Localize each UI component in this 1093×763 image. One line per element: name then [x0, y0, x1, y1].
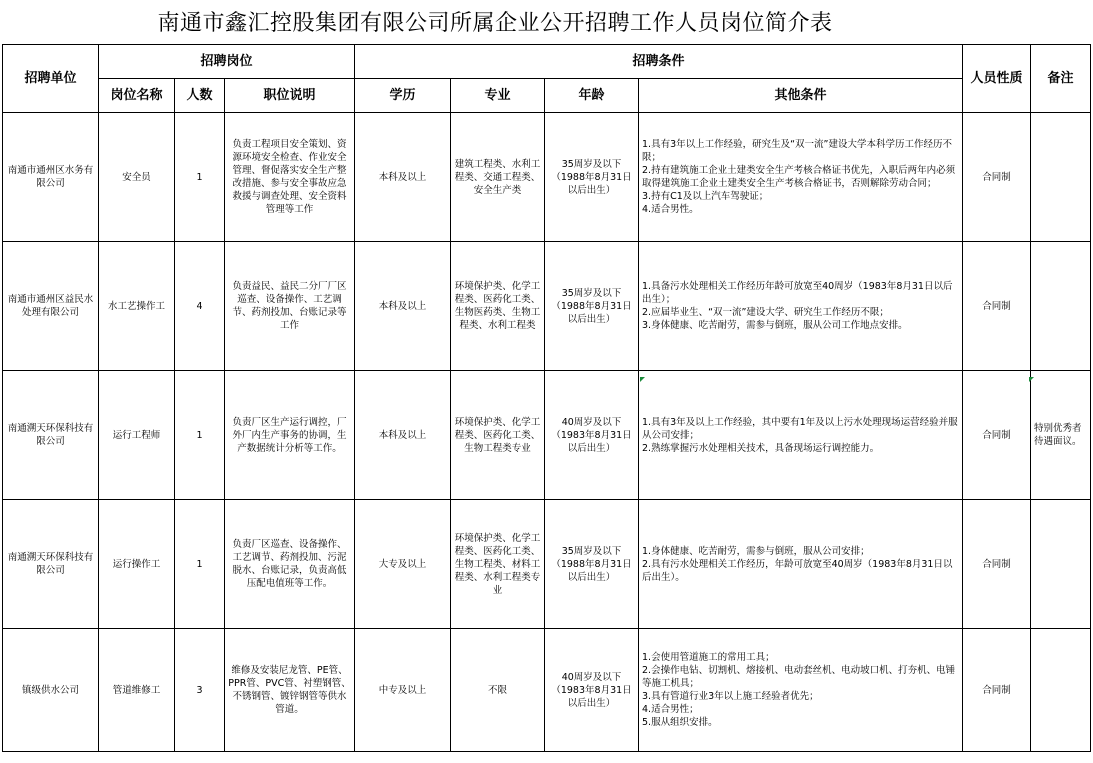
cell-remark [1031, 629, 1091, 752]
cell-education: 本科及以上 [355, 371, 451, 500]
cell-other [639, 371, 963, 500]
cell-position: 管道维修工 [99, 629, 175, 752]
cell-position: 水工艺操作工 [99, 242, 175, 371]
condition-line: 3.持有C1及以上汽车驾驶证； [642, 191, 769, 202]
condition-line: 5.服从组织安排。 [642, 717, 718, 728]
header-education: 学历 [355, 79, 451, 113]
cell-duty: 负责厂区生产运行调控，厂外厂内生产事务的协调，生产数据统计分析等工作。 [225, 371, 355, 500]
cell-nature: 合同制 [963, 113, 1031, 242]
condition-line: 2.具有污水处理相关工作经历，年龄可放宽至40周岁（1983年8月31日以后出生）。 [642, 558, 953, 583]
cell-nature: 合同制 [963, 242, 1031, 371]
cell-count: 4 [175, 242, 225, 371]
condition-line: 3.身体健康、吃苦耐劳，需参与倒班，服从公司工作地点安排。 [642, 320, 908, 331]
table-row [3, 500, 1091, 629]
header-age: 年龄 [545, 79, 639, 113]
cell-major: 建筑工程类、水利工程类、交通工程类、安全生产类 [451, 113, 545, 242]
cell-remark [1031, 113, 1091, 242]
cell-remark: 特别优秀者待遇面议。 [1031, 371, 1091, 500]
condition-line: 4.适合男性； [642, 704, 699, 715]
positions-table [2, 44, 1091, 752]
cell-count: 1 [175, 500, 225, 629]
header-remark: 备注 [1031, 45, 1091, 113]
table-row [3, 371, 1091, 500]
cell-education: 本科及以上 [355, 242, 451, 371]
header-other: 其他条件 [639, 79, 963, 113]
cell-remark [1031, 242, 1091, 371]
cell-duty: 负责厂区巡查、设备操作、工艺调节、药剂投加、污泥脱水、台账记录，负责高低压配电值班等工作。 [225, 500, 355, 629]
cell-unit: 南通溯天环保科技有限公司 [3, 371, 99, 500]
header-nature: 人员性质 [963, 45, 1031, 113]
header-conditions-group: 招聘条件 [355, 45, 963, 79]
cell-other [639, 242, 963, 371]
cell-age: 40周岁及以下（1983年8月31日以后出生） [545, 629, 639, 752]
condition-line: 1.具有3年以上工作经验，研究生及“双一流”建设大学本科学历工作经历不限； [642, 139, 952, 163]
cell-position: 安全员 [99, 113, 175, 242]
condition-line: 1.具备污水处理相关工作经历年龄可放宽至40周岁（1983年8月31日以后出生）； [642, 281, 953, 305]
cell-nature: 合同制 [963, 371, 1031, 500]
header-major: 专业 [451, 79, 545, 113]
cell-comment-marker [1029, 377, 1034, 382]
cell-major: 环境保护类、化学工程类、医药化工类、生物工程类专业 [451, 371, 545, 500]
page-title: 南通市鑫汇控股集团有限公司所属企业公开招聘工作人员岗位简介表 [157, 11, 833, 36]
cell-major: 不限 [451, 629, 545, 752]
cell-other [639, 500, 963, 629]
header-position-name: 岗位名称 [99, 79, 175, 113]
cell-age: 40周岁及以下（1983年8月31日以后出生） [545, 371, 639, 500]
condition-line: 4.适合男性。 [642, 204, 699, 215]
cell-unit: 镇级供水公司 [3, 629, 99, 752]
cell-other [639, 113, 963, 242]
condition-line: 1.会使用管道施工的常用工具； [642, 652, 775, 663]
cell-nature: 合同制 [963, 629, 1031, 752]
cell-major: 环境保护类、化学工程类、医药化工类、生物医药类、生物工程类、水利工程类 [451, 242, 545, 371]
table-row [3, 113, 1091, 242]
header-positions-group: 招聘岗位 [99, 45, 355, 79]
cell-position: 运行操作工 [99, 500, 175, 629]
cell-unit: 南通市通州区益民水处理有限公司 [3, 242, 99, 371]
cell-duty: 负责工程项目安全策划、资源环境安全检查、作业安全管理、督促落实安全生产整改措施、参与安全事故应急救援与调查处理、安全资料管理等工作 [225, 113, 355, 242]
condition-line: 2.应届毕业生、“双一流”建设大学、研究生工作经历不限； [642, 307, 889, 318]
cell-education: 本科及以上 [355, 113, 451, 242]
cell-count: 3 [175, 629, 225, 752]
cell-education: 中专及以上 [355, 629, 451, 752]
header-count: 人数 [175, 79, 225, 113]
cell-major: 环境保护类、化学工程类、医药化工类、生物工程类、材料工程类、水利工程类专业 [451, 500, 545, 629]
cell-unit: 南通溯天环保科技有限公司 [3, 500, 99, 629]
cell-nature: 合同制 [963, 500, 1031, 629]
cell-age: 35周岁及以下（1988年8月31日以后出生） [545, 113, 639, 242]
cell-age: 35周岁及以下（1988年8月31日以后出生） [545, 500, 639, 629]
cell-count: 1 [175, 113, 225, 242]
condition-line: 1.身体健康、吃苦耐劳，需参与倒班，服从公司安排； [642, 545, 870, 557]
table-row [3, 629, 1091, 752]
condition-line: 2.熟练掌握污水处理相关技术，具备现场运行调控能力。 [642, 442, 880, 454]
condition-line: 2.持有建筑施工企业土建类安全生产考核合格证书优先，入职后两年内必须取得建筑施工企业土建类安全生产考核合格证书，否则解除劳动合同； [642, 165, 956, 189]
cell-other [639, 629, 963, 752]
table-row [3, 242, 1091, 371]
cell-position: 运行工程师 [99, 371, 175, 500]
cell-unit: 南通市通州区水务有限公司 [3, 113, 99, 242]
condition-line: 3.具有管道行业3年以上施工经验者优先； [642, 691, 819, 702]
cell-remark [1031, 500, 1091, 629]
header-unit: 招聘单位 [3, 45, 99, 113]
cell-count: 1 [175, 371, 225, 500]
cell-duty: 负责益民、益民二分厂厂区巡查、设备操作、工艺调节、药剂投加、台账记录等工作 [225, 242, 355, 371]
condition-line: 1.具有3年及以上工作经验，其中要有1年及以上污水处理现场运营经验并服从公司安排； [642, 416, 958, 441]
cell-duty: 维修及安装尼龙管、PE管、PPR管、PVC管、衬塑钢管、不锈钢管、镀锌钢管等供水管道。 [225, 629, 355, 752]
condition-line: 2.会操作电钻、切割机、熔接机、电动套丝机、电动坡口机、打夯机、电锤等施工机具； [642, 665, 956, 689]
header-duty: 职位说明 [225, 79, 355, 113]
cell-comment-marker [640, 377, 645, 382]
cell-education: 大专及以上 [355, 500, 451, 629]
cell-age: 35周岁及以下（1988年8月31日以后出生） [545, 242, 639, 371]
